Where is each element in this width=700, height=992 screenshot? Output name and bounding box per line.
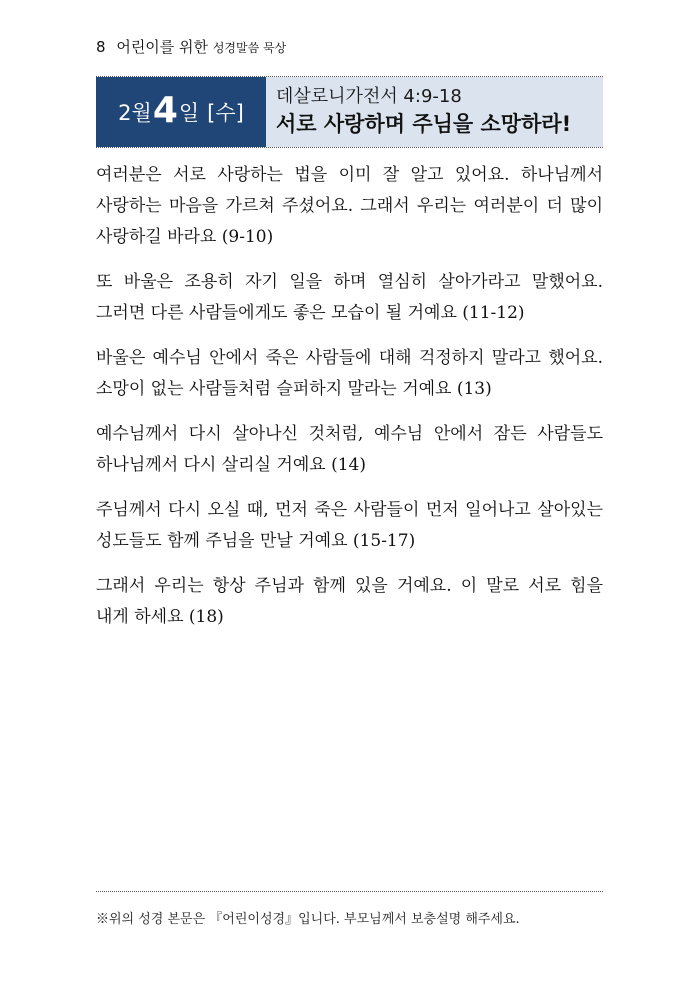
date-day: 4 (152, 89, 178, 131)
book-subtitle: 성경말씀 묵상 (212, 41, 287, 55)
body-text (96, 160, 603, 647)
date-block (96, 77, 266, 147)
devotion-header (96, 76, 603, 148)
devotion-title: 서로 사랑하며 주님을 소망하라! (276, 112, 572, 136)
paragraph: 예수님께서 다시 살아나신 것처럼, 예수님 안에서 잠든 사람들도 하나님께서 다시 살리실 거예요 (14) (96, 424, 603, 475)
footer-divider (96, 891, 603, 892)
date-weekday: [수] (207, 101, 244, 125)
footnote: ※위의 성경 본문은 『어린이성경』입니다. 부모님께서 보충설명 해주세요. (96, 912, 520, 927)
running-head (96, 36, 286, 57)
paragraph: 그래서 우리는 항상 주님과 함께 있을 거예요. 이 말로 서로 힘을 내게 하세요 (18) (96, 576, 603, 627)
paragraph: 또 바울은 조용히 자기 일을 하며 열심히 살아가라고 말했어요. 그러면 다른 사람들에게도 좋은 모습이 될 거예요 (11-12) (96, 272, 603, 323)
book-title: 어린이를 위한 (116, 38, 209, 56)
paragraph: 여러분은 서로 사랑하는 법을 이미 잘 알고 있어요. 하나님께서 사랑하는 마음을 가르쳐 주셨어요. 그래서 우리는 여러분이 더 많이 사랑하길 바라요 (9-10) (96, 165, 603, 247)
page-number: 8 (96, 38, 106, 56)
date-month: 2월 (118, 101, 152, 125)
scripture-reference: 데살로니가전서 4:9-18 (276, 86, 462, 107)
paragraph: 바울은 예수님 안에서 죽은 사람들에 대해 걱정하지 말라고 했어요. 소망이 없는 사람들처럼 슬퍼하지 말라는 거예요 (13) (96, 348, 603, 399)
title-block (266, 77, 603, 147)
date-day-suffix: 일 (178, 101, 200, 125)
paragraph: 주님께서 다시 오실 때, 먼저 죽은 사람들이 먼저 일어나고 살아있는 성도들도 함께 주님을 만날 거예요 (15-17) (96, 500, 603, 551)
